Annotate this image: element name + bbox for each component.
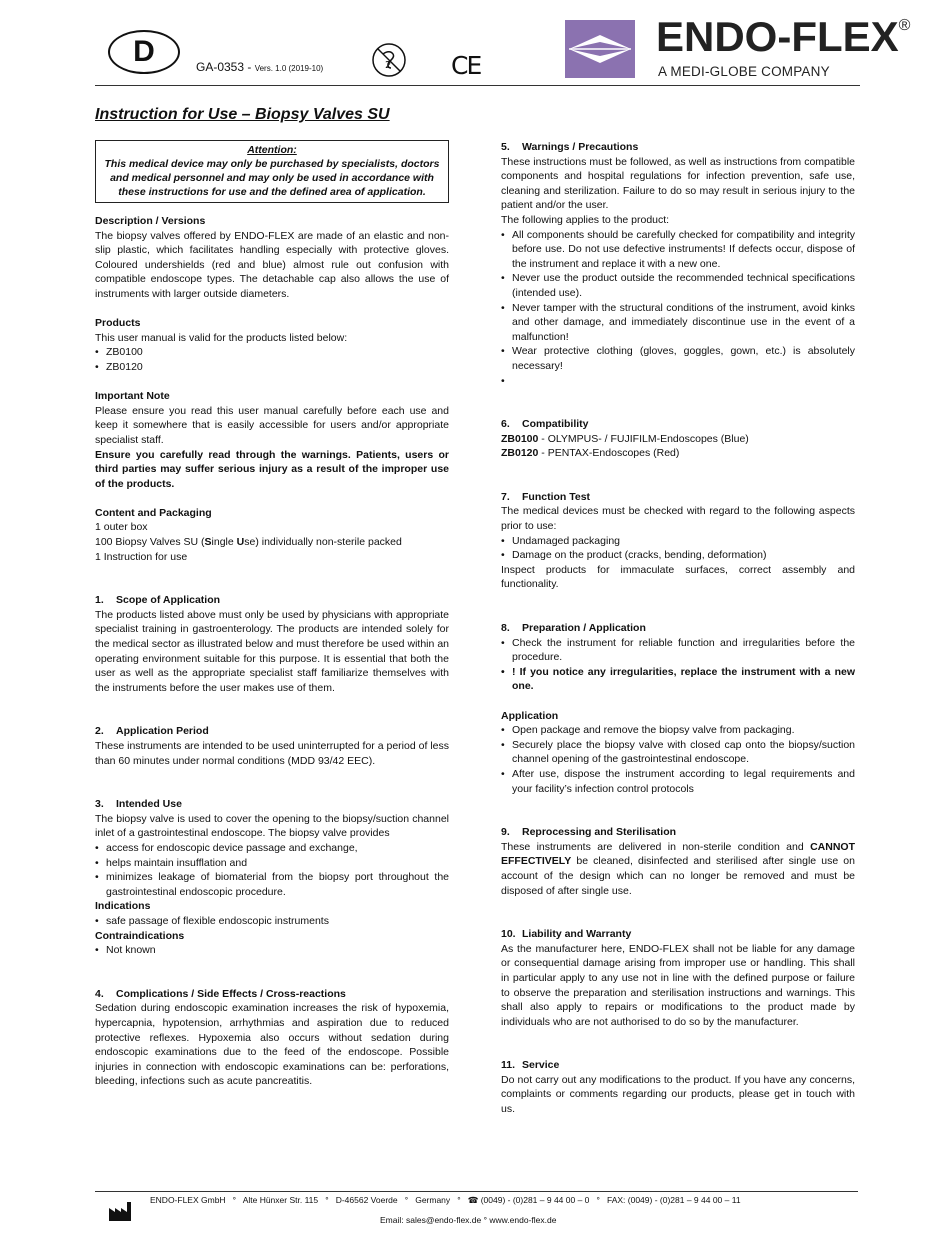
section-title: Service bbox=[522, 1059, 560, 1072]
list-item: • ZB0100 bbox=[95, 345, 449, 360]
list-item: • minimizes leakage of biomaterial from the biopsy port throughout the gastrointestinal endoscopic procedure. bbox=[95, 870, 449, 899]
list-item: • After use, dispose the instrument according to legal requirements and your facility’s infection control protocols bbox=[501, 767, 855, 796]
section-number: 8. bbox=[501, 622, 510, 635]
list-item: • Never tamper with the structural conditions of the instrument, avoid kinks and other damage, and immediately discontinue use in the event of a malfunction! bbox=[501, 301, 855, 345]
list-item: • Securely place the biopsy valve with closed cap onto the biopsy/suction channel opening of the gastrointestinal endoscope. bbox=[501, 738, 855, 767]
section-number: 6. bbox=[501, 418, 510, 431]
section-11-text: Do not carry out any modifications to the product. If you have any concerns, complaints or comments regarding our products, please get in touch with us. bbox=[501, 1073, 855, 1116]
right-column bbox=[501, 140, 855, 1117]
section-title: Warnings / Precautions bbox=[522, 141, 639, 153]
page-title: Instruction for Use – Biopsy Valves SU bbox=[95, 106, 390, 123]
registered-mark: ® bbox=[898, 17, 911, 34]
section-title: Preparation / Application bbox=[522, 622, 646, 635]
list-item: • Open package and remove the biopsy valve from packaging. bbox=[501, 723, 855, 738]
list-item: • Never use the product outside the recommended technical specifications (intended use). bbox=[501, 271, 855, 300]
footer-divider bbox=[95, 1191, 858, 1192]
description-heading: Description / Versions bbox=[95, 215, 206, 227]
left-column bbox=[95, 214, 449, 1089]
list-item: • helps maintain insufflation and bbox=[95, 856, 449, 871]
list-item: • Undamaged packaging bbox=[501, 534, 855, 549]
section-number: 9. bbox=[501, 826, 510, 839]
list-item: • access for endoscopic device passage and exchange, bbox=[95, 841, 449, 856]
list-item: • Check the instrument for reliable function and irregularities before the procedure. bbox=[501, 636, 855, 665]
footer-web[interactable]: www.endo-flex.de bbox=[489, 1215, 557, 1225]
section-number: 11. bbox=[501, 1059, 516, 1072]
products-intro: This user manual is valid for the products listed below: bbox=[95, 331, 348, 344]
content-line-3: 1 Instruction for use bbox=[95, 550, 188, 563]
section-title: Compatibility bbox=[522, 418, 589, 431]
content-s: S bbox=[204, 536, 212, 549]
contraindications-heading: Contraindications bbox=[95, 929, 185, 942]
section-7-list bbox=[501, 534, 855, 563]
section-title: Intended Use bbox=[116, 798, 182, 811]
section-9-text-a: These instruments are delivered in non-sterile condition and bbox=[501, 840, 811, 853]
section-1-heading bbox=[95, 593, 449, 608]
section-number: 3. bbox=[95, 798, 104, 811]
section-5-text: These instructions must be followed, as well as instructions from compatible components and hospital regulations for infection prevention, safe use, cleaning and sterilization. Failure to do so may result in serious injury to the patient and/or the user. bbox=[501, 155, 855, 212]
list-item-empty bbox=[501, 374, 855, 389]
section-number: 4. bbox=[95, 987, 104, 1000]
section-4-text: Sedation during endoscopic examination increases the risk of hypoxemia, hypercapnia, hypotension, arrhythmias and aspiration due to reduced protective reflexes. Hypoxemia also occurs without sedation during endoscopic examinations due to the feed of the endoscope. Possible injuries in connection with endoscopic examinations can be: perforations, bleeding, infections such as acute pancreatitis. bbox=[95, 1002, 449, 1088]
section-9-text bbox=[501, 840, 855, 898]
section-8-list bbox=[501, 636, 855, 694]
brand-name-text: ENDO-FLEX bbox=[656, 13, 899, 60]
section-2-heading bbox=[95, 724, 449, 739]
footer-fax: FAX: (0049) - (0)281 – 9 44 00 – 11 bbox=[606, 1195, 741, 1205]
section-6-heading bbox=[501, 417, 855, 432]
section-3-text: The biopsy valve is used to cover the opening to the biopsy/suction channel inlet of a gastrointestinal endoscope. The biopsy valve provides bbox=[95, 812, 449, 840]
doc-version: Vers. 1.0 (2019-10) bbox=[254, 64, 324, 73]
section-7-outro: Inspect products for immaculate surfaces, correct assembly and functionality. bbox=[501, 563, 855, 591]
compatibility-line-2 bbox=[501, 446, 855, 461]
footer-city: D-46562 Voerde bbox=[335, 1195, 398, 1205]
application-list bbox=[501, 723, 855, 796]
country-code: D bbox=[133, 35, 155, 68]
section-title: Application Period bbox=[116, 725, 209, 738]
section-number: 10. bbox=[501, 928, 516, 941]
list-item: • Wear protective clothing (gloves, goggles, gown, etc.) is absolutely necessary! bbox=[501, 344, 855, 373]
list-item: • safe passage of flexible endoscopic instruments bbox=[95, 914, 449, 929]
section-5-intro: The following applies to the product: bbox=[501, 213, 670, 226]
content-heading: Content and Packaging bbox=[95, 506, 212, 519]
compatibility-desc: - PENTAX-Endoscopes (Red) bbox=[538, 447, 680, 460]
brand-name bbox=[656, 13, 911, 60]
phone-icon: ☎ bbox=[467, 1195, 479, 1205]
doc-number bbox=[196, 60, 323, 74]
product-code: ZB0100 bbox=[501, 432, 539, 445]
section-2-text: These instruments are intended to be used uninterrupted for a period of less than 60 minutes under normal conditions (MDD 93/42 EEC). bbox=[95, 740, 449, 767]
section-8-heading bbox=[501, 621, 855, 636]
products-heading: Products bbox=[95, 317, 141, 330]
attention-box bbox=[95, 140, 449, 203]
section-title: Scope of Application bbox=[116, 594, 221, 607]
section-9-text-bold: CANNOT EFFECTIVELY bbox=[501, 840, 855, 868]
attention-text: This medical device may only be purchased by specialists, doctors and medical personnel and may only be used in accordance with these instructions for use and the defined area of application. bbox=[104, 158, 440, 198]
doc-number-text: GA-0353 - bbox=[196, 60, 252, 74]
ce-mark: CE bbox=[451, 51, 481, 80]
footer-email[interactable]: Email: sales@endo-flex.de bbox=[380, 1215, 482, 1225]
country-code-badge bbox=[108, 30, 180, 74]
section-number: 5. bbox=[501, 141, 510, 153]
section-5-list bbox=[501, 228, 855, 389]
section-title: Liability and Warranty bbox=[522, 928, 632, 941]
section-3-list bbox=[95, 841, 449, 899]
section-10-text: As the manufacturer here, ENDO-FLEX shall not be liable for any damage or consequential damage arising from improper use or handling. This shall in particular apply to any use not in line with the defined purpose or failure to observe the preparation and sterilisation instructions and warnings. This shall also apply to repairs or modifications to the product made by individuals who are not authorised to do so by the manufacturer. bbox=[501, 942, 855, 1028]
endo-flex-logo-icon bbox=[565, 20, 635, 78]
products-list bbox=[95, 345, 449, 374]
section-number: 7. bbox=[501, 490, 510, 503]
contraindications-list bbox=[95, 943, 449, 958]
header-divider bbox=[95, 85, 860, 86]
content-line-2a: 100 Biopsy Valves SU ( bbox=[95, 536, 205, 549]
content-u: U bbox=[236, 536, 245, 549]
section-7-text: The medical devices must be checked with regard to the following aspects prior to use: bbox=[501, 505, 855, 533]
description-text: The biopsy valves offered by ENDO-FLEX are made of an elastic and non-slip plastic, which facilitates handling especially with protective gloves. Coloured undershields (red and blue) almost rule out confusion with compatible endoscope types. The detachable cap also allows the use of instruments with larger outside diameters. bbox=[95, 229, 449, 300]
footer-phone: (0049) - (0)281 – 9 44 00 – 0 bbox=[480, 1195, 590, 1205]
content-line-2 bbox=[95, 535, 449, 550]
section-3-heading bbox=[95, 797, 449, 812]
manufacturer-icon bbox=[108, 1200, 132, 1222]
section-4-heading bbox=[95, 987, 449, 1002]
important-note-heading: Important Note bbox=[95, 390, 170, 403]
section-title: Function Test bbox=[522, 490, 591, 503]
footer-street: Alte Hünxer Str. 115 bbox=[242, 1195, 319, 1205]
svg-text:2: 2 bbox=[385, 60, 392, 71]
section-9-text-b: be cleaned, disinfected and sterilised after single use on account of the design which can no longer be removed and must be disposed of after single use. bbox=[501, 855, 855, 897]
content-line-2b: ingle bbox=[211, 536, 237, 549]
list-item: • ZB0120 bbox=[95, 360, 449, 375]
footer-company: ENDO-FLEX GmbH bbox=[150, 1195, 226, 1205]
content-line-1: 1 outer box bbox=[95, 521, 148, 534]
list-item: • All components should be carefully checked for compatibility and integrity before use. Do not use defective instruments! If defects occur, dispose of the instrument and replace it with a new one. bbox=[501, 228, 855, 272]
content-line-2c: se) individually non-sterile packed bbox=[244, 536, 402, 549]
application-heading: Application bbox=[501, 709, 559, 722]
section-5-heading bbox=[501, 140, 855, 155]
footer-address: ENDO-FLEX GmbH ° Alte Hünxer Str. 115 ° D-46562 Voerde ° Germany ° ☎ (0049) - (0)281 – 9 44 00 – 0 ° FAX: (0049) - (0)281 – 9 44 00 – 11 bbox=[150, 1195, 741, 1205]
brand-tagline: A MEDI-GLOBE COMPANY bbox=[658, 64, 830, 79]
important-note-text: Please ensure you read this user manual carefully before each use and keep it somewhere that is easily accessible for users and/or appropriate specialist staff. bbox=[95, 404, 449, 446]
section-11-heading bbox=[501, 1058, 855, 1073]
do-not-reuse-icon bbox=[371, 42, 407, 78]
important-note-warning: Ensure you carefully read through the warnings. Patients, users or third parties may suffer serious injury as a result of the improper use of the products. bbox=[95, 448, 449, 490]
indications-heading: Indications bbox=[95, 900, 151, 913]
list-item-warning: • ! If you notice any irregularities, replace the instrument with a new one. bbox=[501, 665, 855, 694]
section-number: 2. bbox=[95, 725, 104, 738]
section-10-heading bbox=[501, 927, 855, 942]
list-item: • Damage on the product (cracks, bending, deformation) bbox=[501, 548, 855, 563]
section-7-heading bbox=[501, 490, 855, 505]
footer-country: Germany bbox=[415, 1195, 451, 1205]
product-code: ZB0120 bbox=[501, 447, 539, 460]
section-number: 1. bbox=[95, 594, 104, 607]
indications-list bbox=[95, 914, 449, 929]
compatibility-line-1 bbox=[501, 432, 855, 447]
section-1-text: The products listed above must only be used by physicians with appropriate specialist training in gastroenterology. The products are intended solely for the medical sector as illustrated below and must therefore be used within an operating environment suitable for this purpose. It is essential that both the user as well as the appropriate specialist staff familiarize themselves with the instruments before the user makes use of them. bbox=[95, 608, 449, 694]
footer-contact: Email: sales@endo-flex.de ° www.endo-flex.de bbox=[380, 1215, 557, 1225]
section-title: Complications / Side Effects / Cross-reactions bbox=[116, 987, 346, 1000]
attention-heading: Attention: bbox=[247, 144, 297, 156]
compatibility-desc: - OLYMPUS- / FUJIFILM-Endoscopes (Blue) bbox=[538, 432, 749, 445]
section-title: Reprocessing and Sterilisation bbox=[522, 826, 677, 839]
section-9-heading bbox=[501, 825, 855, 840]
list-item: • Not known bbox=[95, 943, 449, 958]
